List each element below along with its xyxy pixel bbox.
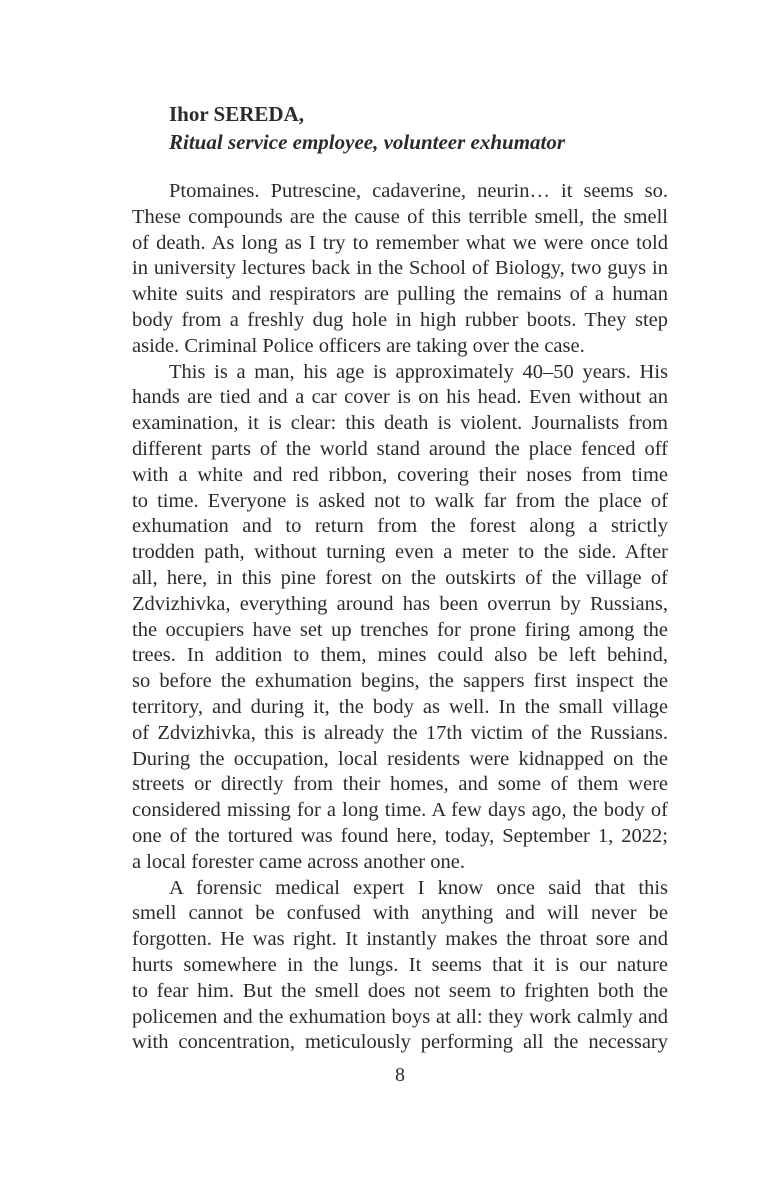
text-line: forgotten. He was right. It instantly makes the throat sore and: [132, 928, 668, 951]
text-line: aside. Criminal Police officers are taking over the case.: [132, 334, 585, 357]
text-line: policemen and the exhumation boys at all: they work calmly and: [132, 1005, 668, 1028]
text-line: the occupiers have set up trenches for prone firing among the: [132, 618, 668, 641]
text-line: hurts somewhere in the lungs. It seems that it is our nature: [132, 953, 668, 976]
author-heading: [169, 100, 668, 156]
text-line: of Zdvizhivka, this is already the 17th victim of the Russians.: [132, 721, 668, 744]
text-line: one of the tortured was found here, today, September 1, 2022;: [132, 824, 668, 847]
text-line: so before the exhumation begins, the sappers first inspect the: [132, 670, 668, 693]
text-line: trodden path, without turning even a meter to the side. After: [132, 541, 668, 564]
text-line: with a white and red ribbon, covering their noses from time: [132, 463, 668, 486]
paragraph: [132, 179, 668, 360]
text-line: with concentration, meticulously performing all the necessary: [132, 1031, 668, 1054]
text-line: Zdvizhivka, everything around has been overrun by Russians,: [132, 592, 668, 615]
text-line: These compounds are the cause of this terrible smell, the smell: [132, 205, 668, 228]
text-line: territory, and during it, the body as well. In the small village: [132, 695, 668, 718]
text-line: to time. Everyone is asked not to walk far from the place of: [132, 489, 668, 512]
text-line: During the occupation, local residents were kidnapped on the: [132, 747, 668, 770]
text-line: in university lectures back in the School of Biology, two guys in: [132, 257, 668, 280]
text-line: examination, it is clear: this death is violent. Journalists from: [132, 412, 668, 435]
text-line: A forensic medical expert I know once said that this: [169, 876, 668, 899]
text-line: Ptomaines. Putrescine, cadaverine, neurin… it seems so.: [169, 180, 668, 202]
text-line: hands are tied and a car cover is on his head. Even without an: [132, 386, 668, 409]
page-number: 8: [395, 1064, 405, 1086]
text-line: This is a man, his age is approximately 40–50 years. His: [169, 360, 668, 383]
page-content: [132, 100, 668, 1056]
text-line: to fear him. But the smell does not seem to frighten both the: [132, 979, 668, 1002]
paragraph: [132, 876, 668, 1057]
text-line: smell cannot be confused with anything and will never be: [132, 902, 668, 925]
text-line: all, here, in this pine forest on the outskirts of the village of: [132, 566, 668, 589]
text-line: a local forester came across another one.: [132, 850, 465, 873]
text-line: different parts of the world stand around the place fenced off: [132, 437, 668, 460]
paragraph: [132, 360, 668, 876]
text-line: white suits and respirators are pulling the remains of a human: [132, 283, 668, 306]
text-line: trees. In addition to them, mines could also be left behind,: [132, 644, 668, 667]
text-line: of death. As long as I try to remember what we were once told: [132, 231, 668, 254]
text-line: exhumation and to return from the forest along a strictly: [132, 515, 668, 538]
text-line: body from a freshly dug hole in high rubber boots. They step: [132, 308, 668, 331]
author-name: Ihor SEREDA,: [169, 102, 304, 126]
text-line: streets or directly from their homes, and some of them were: [132, 773, 668, 796]
body-text: [132, 179, 668, 1056]
text-line: considered missing for a long time. A few days ago, the body of: [132, 799, 668, 822]
author-role: Ritual service employee, volunteer exhumator: [169, 130, 566, 154]
